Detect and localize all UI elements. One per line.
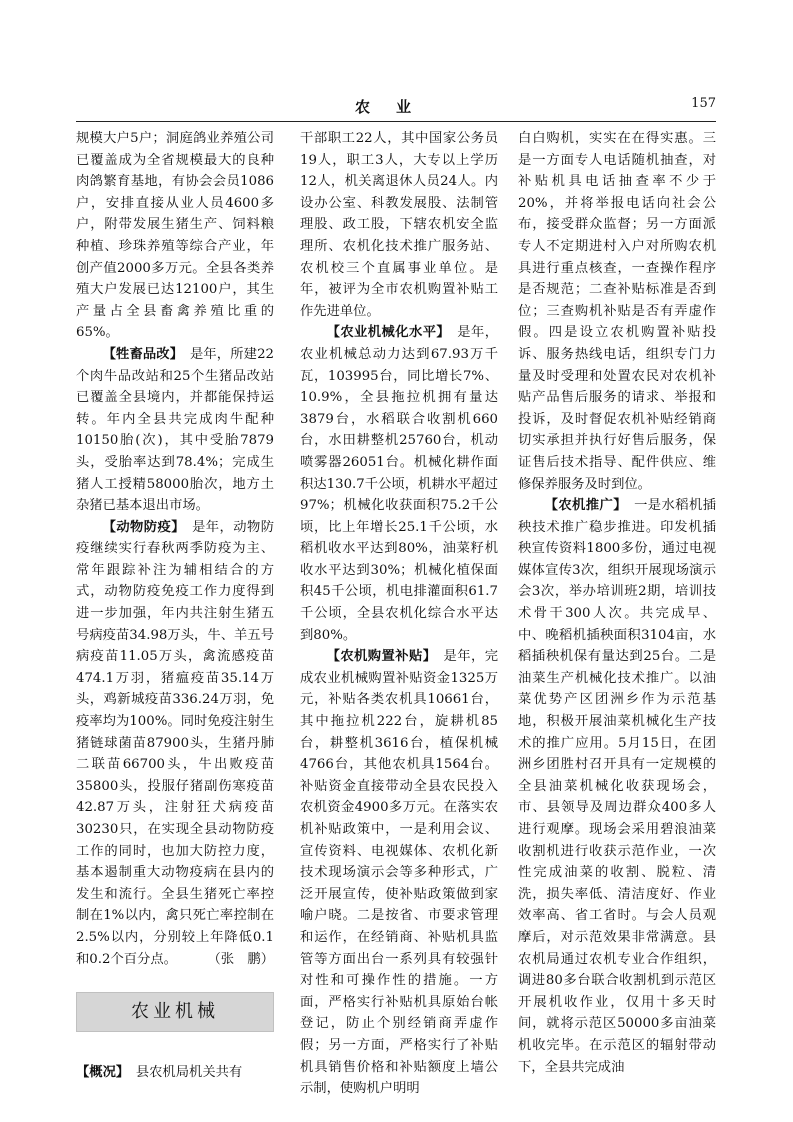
section-body: 是年，所建22个肉牛品改站和25个生猪品改站已覆盖全县境内，并都能保持运转。年内全县共完成肉牛配种10150胎(次)，其中受胎7879头，受胎率达到78.4%；完成生猪人工授精58000胎次，地方土杂猪已基本退出市场。 <box>76 346 275 514</box>
section-heading: 【概况】 <box>76 1065 123 1081</box>
section-body: 是年，农业机械总动力达到67.93万千瓦，103995台，同比增长7%、10.9%，全县拖拉机拥有量达3879台，水稻联合收割机660台，水田耕整机25760台，机动喷雾器26051台。机械化耕作面积达130.7千公顷，机耕水平超过97%；机械化收获面积75.2千公顷，比上年增长25.1千公顷，水稻机收水平达到80%，油菜籽机收水平达到30%；机械化植保面积45千公顷，机电排灌面积61.7千公顷，全县农机化综合水平达到80%。 <box>300 325 499 643</box>
paragraph-overview <box>76 1062 274 1084</box>
section-body: 是年，动物防疫继续实行春秋两季防疫为主、常年跟踪补注为辅相结合的方式，动物防疫免疫工作力度得到进一步加强，年内共注射生猪五号病疫苗34.98万头，牛、羊五号病疫苗11.05万头，禽流感疫苗474.1万羽，猪瘟疫苗35.14万头，鸡新城疫苗336.24万羽，免疫率均为100%。同时免疫注射生猪链球菌苗87900头，生猪丹肺二联苗66700头，牛出败疫苗35800头，投服仔猪副伤寒疫苗42.87万头，注射狂犬病疫苗30230只，在实现全县动物防疫工作的同时，也加大防控力度，基本遏制重大动物疫病在县内的发生和流行。全县生猪死亡率控制在1%以内，禽只死亡率控制在2.5%以内，分别较上年降低0.1和0.2个百分点。 <box>76 519 275 967</box>
column-left <box>76 128 274 1084</box>
paragraph: 规模大户5户；洞庭鸽业养殖公司已覆盖成为全省规模最大的良种肉鸽繁育基地，有协会会员1086户，安排直接从业人员4600多户，附带发展生猪生产、饲料粮种植、珍珠养殖等综合产业，年创产值2000多万元。全县各类养殖大户发展已达12100户，其生产量占全县畜禽养殖比重的65%。 <box>76 131 274 341</box>
header-title: 农业 <box>354 98 437 116</box>
section-heading: 【动物防疫】 <box>102 519 179 535</box>
paragraph-machinery-promotion <box>518 495 716 1078</box>
author-signature: （张 鹏） <box>207 951 274 967</box>
section-heading: 【农机推广】 <box>544 498 621 514</box>
section-heading: 【牲畜品改】 <box>102 346 177 362</box>
column-middle <box>300 128 498 1100</box>
chapter-title-box: 农业机械 <box>76 992 274 1032</box>
column-right <box>518 128 716 1078</box>
section-body: 县农机局机关共有 <box>135 1065 243 1081</box>
section-body: 一是水稻机插秧技术推广稳步推进。印发机插秧宣传资料1800多份，通过电视媒体宣传3次，组织开展现场演示会3次，举办培训班2期，培训技术骨干300人次。共完成早、中、晚稻机插秧面积3104亩，水稻插秧机保有量达到25台。二是油菜生产机械化技术推广。以油菜优势产区团洲乡作为示范基地，积极开展油菜机械化生产技术的推广应用。5月15日，在团洲乡团胜村召开具有一定规模的全县油菜机械化收获现场会，市、县领导及周边群众400多人进行观摩。现场会采用碧浪油菜收割机进行收获示范作业，一次性完成油菜的收割、脱粒、清洗，损失率低、清洁度好、作业效率高、省工省时。与会人员观摩后，对示范效果非常满意。县农机局通过农机专业合作组织，调进80多台联合收割机到示范区开展机收作业，仅用十多天时间，就将示范区50000多亩油菜机收完毕。在示范区的辐射带动下，全县共完成油 <box>518 498 717 1075</box>
paragraph-purchase-subsidy <box>300 646 498 1099</box>
paragraph-mechanization-level <box>300 322 498 646</box>
running-header <box>76 92 716 118</box>
page-number: 157 <box>691 96 716 111</box>
section-body: 是年，完成农业机械购置补贴资金1325万元，补贴各类农机具10661台，其中拖拉机222台，旋耕机85台，耕整机3616台，植保机械4766台，其他农机具1564台。补贴资金直接带动全县农民投入农机资金4900多万元。在落实农机补贴政策中，一是利用会议、宣传资料、电视媒体、农机化新技术现场演示会等多种形式，广泛开展宣传，使补贴政策做到家喻户晓。二是按省、市要求管理和运作，在经销商、补贴机具监管等方面出台一系列具有较强针对性和可操作性的措施。一方面，严格实行补贴机具原始台帐登记，防止个别经销商弄虚作假；另一方面，严格实行了补贴机具销售价格和补贴额度上墙公示制，使购机户明明 <box>300 649 498 1097</box>
paragraph: 干部职工22人，其中国家公务员19人，职工3人，大专以上学历12人，机关离退休人员24人。内设办公室、科教发展股、法制管理股、政工股，下辖农机安全监理所、农机化技术推广服务站、农机校三个直属事业单位。是年，被评为全市农机购置补贴工作先进单位。 <box>300 131 498 319</box>
paragraph-livestock-breed <box>76 344 274 517</box>
section-heading: 【农业机械化水平】 <box>326 325 444 341</box>
section-heading: 【农机购置补贴】 <box>326 649 430 665</box>
header-rule <box>76 121 716 122</box>
paragraph-animal-epidemic <box>76 517 274 970</box>
paragraph: 白白购机，实实在在得实惠。三是一方面专人电话随机抽查，对补贴机具电话抽查率不少于20%，并将举报电话向社会公布，接受群众监督；另一方面派专人不定期进村入户对所购农机具进行重点核查，一查操作程序是否规范；二查补贴标准是否到位；三查购机补贴是否有弄虚作假。四是设立农机购置补贴投诉、服务热线电话，组织专门力量及时受理和处置农民对农机补贴产品售后服务的请求、举报和投诉，及时督促农机补贴经销商切实承担并执行好售后服务，保证售后技术指导、配件供应、维修保养服务及时到位。 <box>518 131 716 492</box>
